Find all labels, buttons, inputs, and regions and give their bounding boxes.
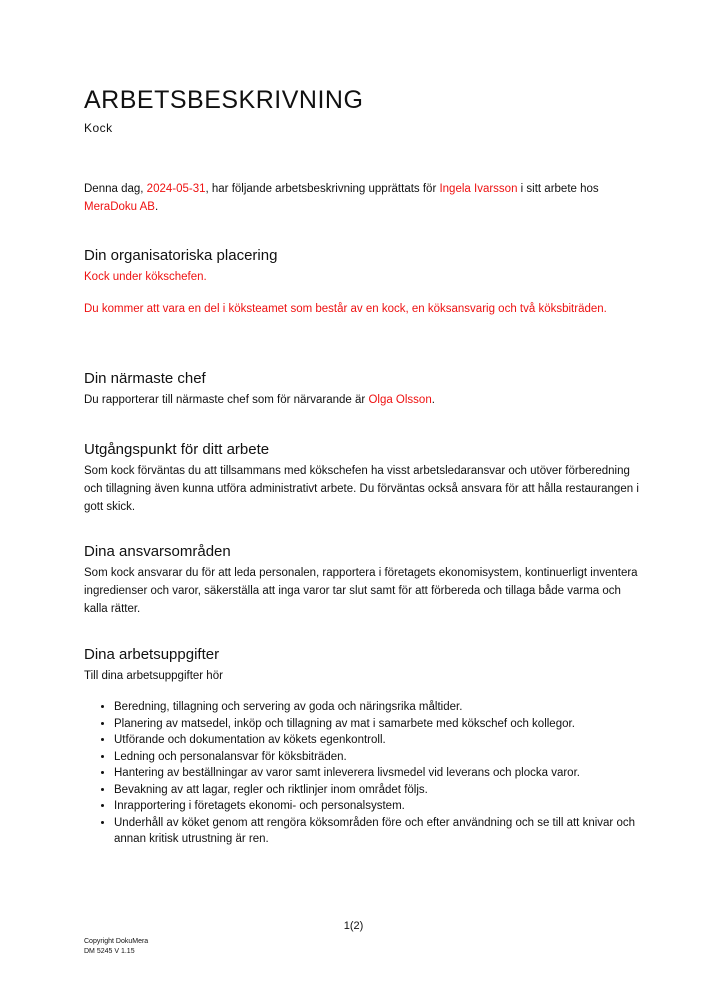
tasks-list [84, 699, 644, 848]
list-item: • Beredning, tillagning och servering av goda och näringsrika måltider. [114, 699, 644, 716]
footer [84, 937, 148, 957]
version-text: DM 5245 V 1.15 [84, 948, 135, 955]
section-responsibilities [84, 542, 644, 618]
section-heading: Dina arbetsuppgifter [84, 646, 220, 663]
list-item: • Bevakning av att lagar, regler och riktlinjer inom området följs. [114, 782, 644, 799]
intro-text: Denna dag, [84, 183, 147, 195]
manager-text [84, 391, 644, 409]
section-placement [84, 246, 644, 318]
section-heading: Dina ansvarsområden [84, 543, 231, 560]
list-item: • Ledning och personalansvar för köksbiträden. [114, 749, 644, 766]
company-name-field: MeraDoku AB [84, 201, 155, 213]
placement-team: Du kommer att vara en del i köksteamet som består av en kock, en köksansvarig och två köksbiträden. [84, 303, 607, 315]
list-item: • Planering av matsedel, inköp och tillagning av mat i samarbete med kökschef och kollegor. [114, 716, 644, 733]
intro-text: . [154, 201, 159, 213]
page-number: 1(2) [343, 920, 364, 932]
list-item: • Utförande och dokumentation av kökets egenkontroll. [114, 732, 644, 749]
date-field: 2024-05-31 [146, 183, 206, 195]
list-item: • Hantering av beställningar av varor samt inleverera livsmedel vid leverans och plocka varor. [114, 765, 644, 782]
intro-text: , har följande arbetsbeskrivning upprättats för [205, 183, 440, 195]
section-tasks [84, 645, 644, 848]
basis-text: Som kock förväntas du att tillsammans med kökschefen ha visst arbetsledaransvar och utöver förberedning och tillagning även kunna utföra administrativt arbete. Du förväntas också ansvara för att hålla restaurangen i gott skick. [84, 465, 639, 513]
section-heading: Utgångspunkt för ditt arbete [84, 441, 270, 458]
section-heading: Din organisatoriska placering [84, 247, 278, 264]
section-manager [84, 369, 644, 409]
manager-text-part: Du rapporterar till närmaste chef som för närvarande är [84, 394, 369, 406]
intro-text: i sitt arbete hos [517, 183, 599, 195]
document-title: ARBETSBESKRIVNING [84, 86, 364, 114]
employee-name-field: Ingela Ivarsson [439, 183, 518, 195]
responsibilities-text: Som kock ansvarar du för att leda personalen, rapportera i företagets ekonomisystem, kontinuerligt inventera ingredienser och varor, säkerställa att inga varor tar slut samt för att förbereda och tillaga både varma och kalla rätter. [84, 567, 638, 615]
placement-line: Kock under kökschefen. [84, 271, 207, 283]
manager-name-field: Olga Olsson [368, 394, 432, 406]
section-heading: Din närmaste chef [84, 370, 206, 387]
list-item: • Underhåll av köket genom att rengöra köksområden före och efter användning och se till att knivar och annan kritisk utrustning är ren. [114, 815, 644, 848]
copyright-text: Copyright DokuMera [84, 938, 149, 945]
manager-text-part: . [431, 394, 435, 406]
tasks-intro: Till dina arbetsuppgifter hör [84, 670, 223, 682]
section-basis [84, 440, 644, 516]
document-subtitle: Kock [84, 121, 113, 135]
list-item: • Inrapportering i företagets ekonomi- och personalsystem. [114, 798, 644, 815]
intro-paragraph [84, 180, 644, 216]
